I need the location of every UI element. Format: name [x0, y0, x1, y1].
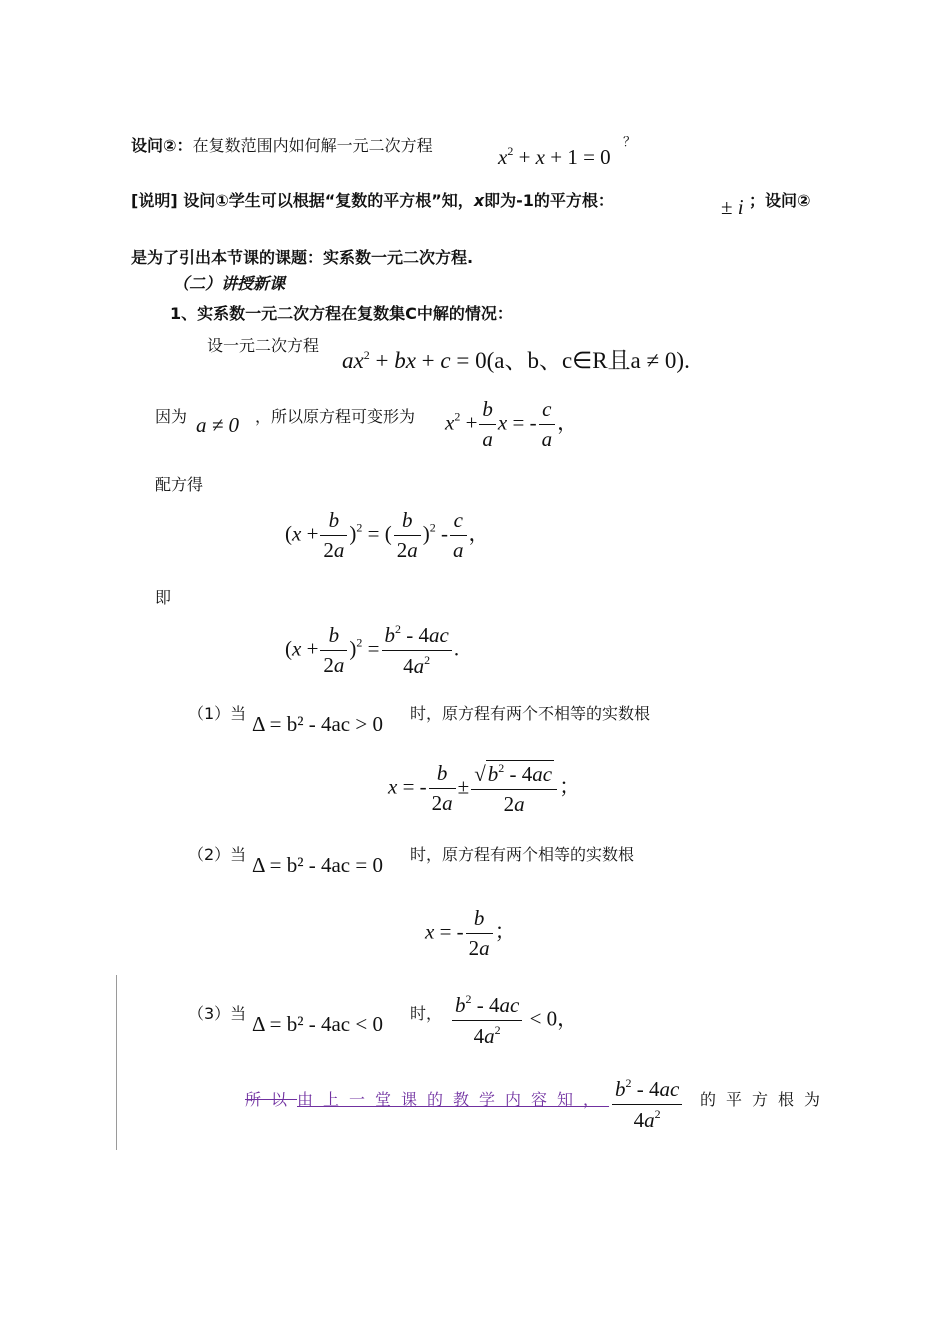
revision-margin-line: [116, 975, 117, 1150]
note-line-2: 是为了引出本节课的课题：实系数一元二次方程.: [131, 248, 474, 267]
distinct-roots-formula: x = - $\frac{b}{2a}$ ± $\frac{√b^2 - 4ac}{2a}$ ；: [388, 761, 581, 816]
case-2-label: （2）当: [188, 845, 247, 864]
case-3-condition: Δ = b² - 4ac < 0: [252, 1012, 383, 1036]
note-text-2: 即为-1的平方根：: [484, 191, 614, 210]
point-1: 1、实系数一元二次方程在复数集C中解的情况：: [170, 304, 513, 323]
complete-square-text: 配方得: [155, 475, 204, 494]
transformed-equation: $x^2$ + $\frac{b}{a}$ x = - $\frac{c}{a}$ ，: [445, 397, 579, 451]
case-3-label: （3）当: [188, 1004, 247, 1023]
note-text-3: ；设问②: [749, 191, 811, 210]
note-label: [说明]: [131, 191, 178, 210]
question-mark: ？: [623, 135, 637, 150]
equation-x2-x-1: $x^2 + x + 1 = 0$: [498, 144, 611, 169]
question-2-text: 在复数范围内如何解一元二次方程: [192, 136, 433, 155]
case-1-text: 时，原方程有两个不相等的实数根: [410, 704, 651, 723]
plus-minus-i: ± i: [721, 195, 744, 219]
negative-fraction-inequality: $\frac{b^2 - 4ac}{4a^2}$ < 0，: [450, 992, 578, 1049]
section-title: （二）讲授新课: [173, 274, 286, 293]
case-1-condition: Δ = b² - 4ac > 0: [252, 712, 383, 736]
namely-text: 即: [155, 588, 172, 607]
equal-roots-formula: x = - $\frac{b}{2a}$ ；: [425, 906, 516, 960]
underlined-text: 由上一堂课的教学内容知，: [297, 1090, 610, 1109]
a-nonzero: a ≠ 0: [196, 413, 240, 437]
coeff-condition: (a、b、c∈R且a ≠ 0): [486, 348, 685, 373]
discriminant-form-equation: (x + $\frac{b}{2a}$ )$^2$ = $\frac{b^2 - 4ac}{4a^2}$ .: [285, 622, 460, 678]
note-x: x: [473, 191, 485, 210]
question-2-label: 设问②：: [131, 136, 193, 155]
because-text: 因为: [155, 407, 188, 426]
setup-text: 设一元二次方程: [207, 336, 320, 355]
last-line-prefix: [245, 1087, 609, 1110]
equation-tail: + 1 = 0: [550, 145, 611, 169]
general-quadratic: $ax^2$ + bx + c = 0(a、b、c∈R且a ≠ 0).: [342, 348, 690, 373]
struck-text: 所以: [245, 1090, 298, 1109]
case-3-text: 时，: [410, 1004, 443, 1023]
question-2: [131, 133, 433, 156]
case-1-label: （1）当: [188, 704, 247, 723]
completed-square-equation: (x + $\frac{b}{2a}$ )$^2$ = ( $\frac{b}{2a}$ )$^2$ - $\frac{c}{a}$ ，: [285, 508, 490, 562]
note-line-1: [131, 188, 614, 211]
note-text-1: 设问①学生可以根据“复数的平方根”知，: [183, 191, 474, 210]
case-2-condition: Δ = b² - 4ac = 0: [252, 853, 383, 877]
fraction-square-root-target: $\frac{b^2 - 4ac}{4a^2}$: [610, 1076, 684, 1133]
square-root-tail: 的平方根为: [700, 1090, 831, 1109]
case-2-text: 时，原方程有两个相等的实数根: [410, 845, 635, 864]
transform-text: ，所以原方程可变形为: [255, 407, 416, 426]
